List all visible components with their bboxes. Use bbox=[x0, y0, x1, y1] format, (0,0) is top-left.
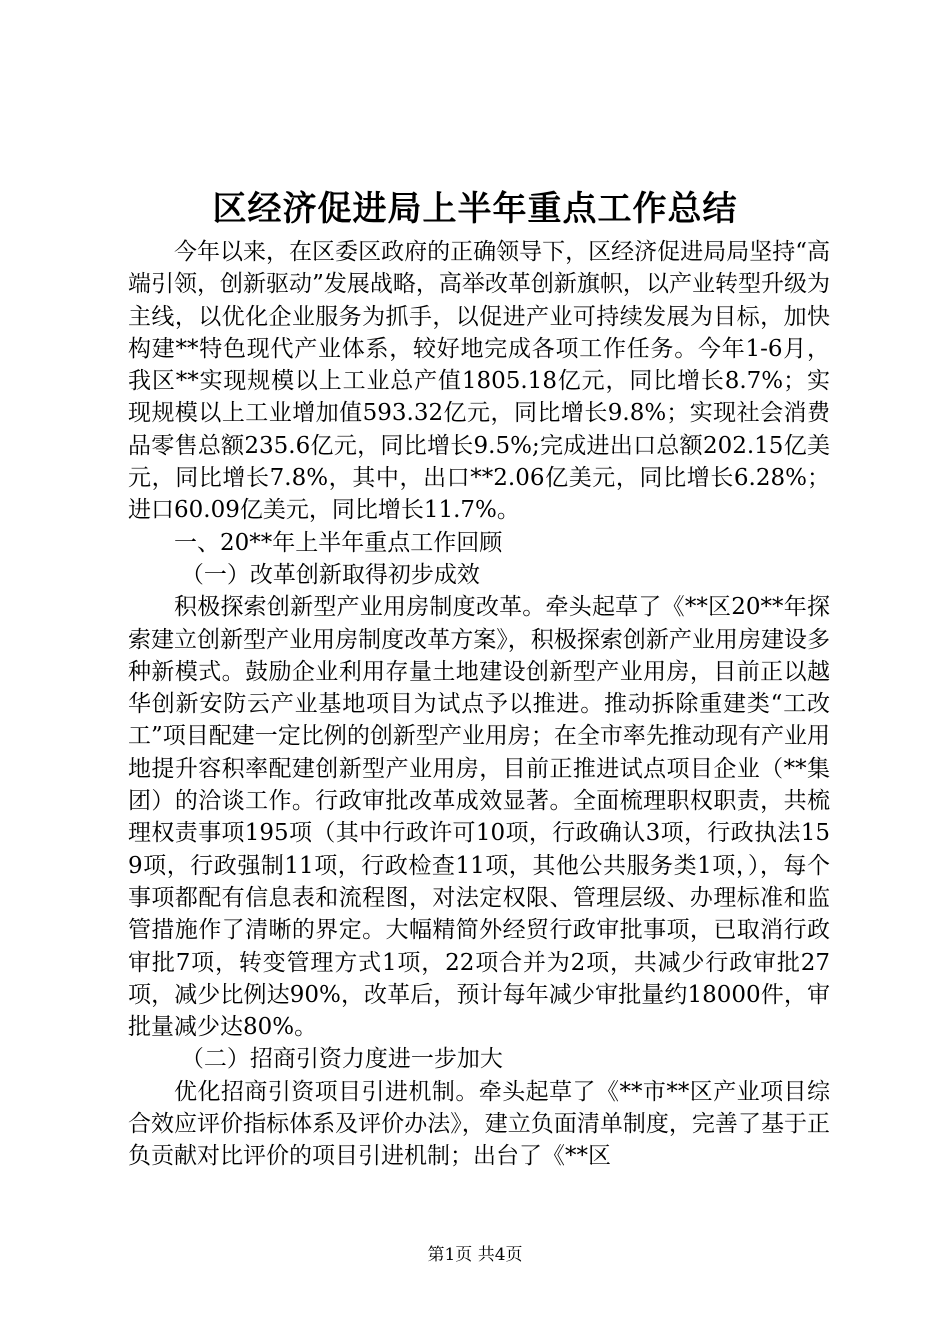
section-heading: 一、20**年上半年重点工作回顾 bbox=[174, 529, 503, 556]
page-footer: 第1页 共4页 bbox=[427, 1245, 523, 1265]
subheading-reform: （一）改革创新取得初步成效 bbox=[180, 561, 480, 588]
subheading-investment: （二）招商引资力度进一步加大 bbox=[180, 1046, 503, 1073]
reform-paragraph: 积极探索创新型产业用房制度改革。牵头起草了《**区20**年探索建立创新型产业用房制度改革方案》，积极探索创新产业用房建设多种新模式。鼓励企业利用存量土地建设创新型产业用房，目前正以越华创新安防云产业基地项目为试点予以推进。推动拆除重建类“工改工”项目配建一定比例的创新型产业用房；在全市率先推动现有产业用地提升容积率配建创新型产业用房，目前正推进试点项目企业（**集团）的洽谈工作。行政审批改革成效显著。全面梳理职权职责，共梳理权责事项195项（其中行政许可10项，行政确认3项，行政执法159项，行政强制11项，行政检查11项，其他公共服务类1项，），每个事项都配有信息表和流程图，对法定权限、管理层级、办理标准和监管措施作了清晰的界定。大幅精简外经贸行政审批事项，已取消行政审批7项，转变管理方式1项，22项合并为2项，共减少行政审批27项，减少比例达90%，改革后，预计每年减少审批量约18000件，审批量减少达80%。 bbox=[128, 594, 830, 1041]
investment-paragraph: 优化招商引资项目引进机制。牵头起草了《**市**区产业项目综合效应评价指标体系及评价办法》，建立负面清单制度，完善了基于正负贡献对比评价的项目引进机制；出台了《**区 bbox=[128, 1078, 830, 1170]
intro-paragraph: 今年以来，在区委区政府的正确领导下，区经济促进局局坚持“高端引领，创新驱动”发展战略，高举改革创新旗帜，以产业转型升级为主线，以优化企业服务为抓手，以促进产业可持续发展为目标，加快构建**特色现代产业体系，较好地完成各项工作任务。今年1-6月，我区**实现规模以上工业总产值1805.18亿元，同比增长8.7%；实现规模以上工业增加值593.32亿元，同比增长9.8%；实现社会消费品零售总额235.6亿元，同比增长9.5%;完成进出口总额202.15亿美元，同比增长7.8%，其中，出口**2.06亿美元，同比增长6.28%；进口60.09亿美元，同比增长11.7%。 bbox=[128, 239, 830, 524]
document-title: 区经济促进局上半年重点工作总结 bbox=[212, 189, 738, 229]
document-body bbox=[128, 236, 830, 1173]
